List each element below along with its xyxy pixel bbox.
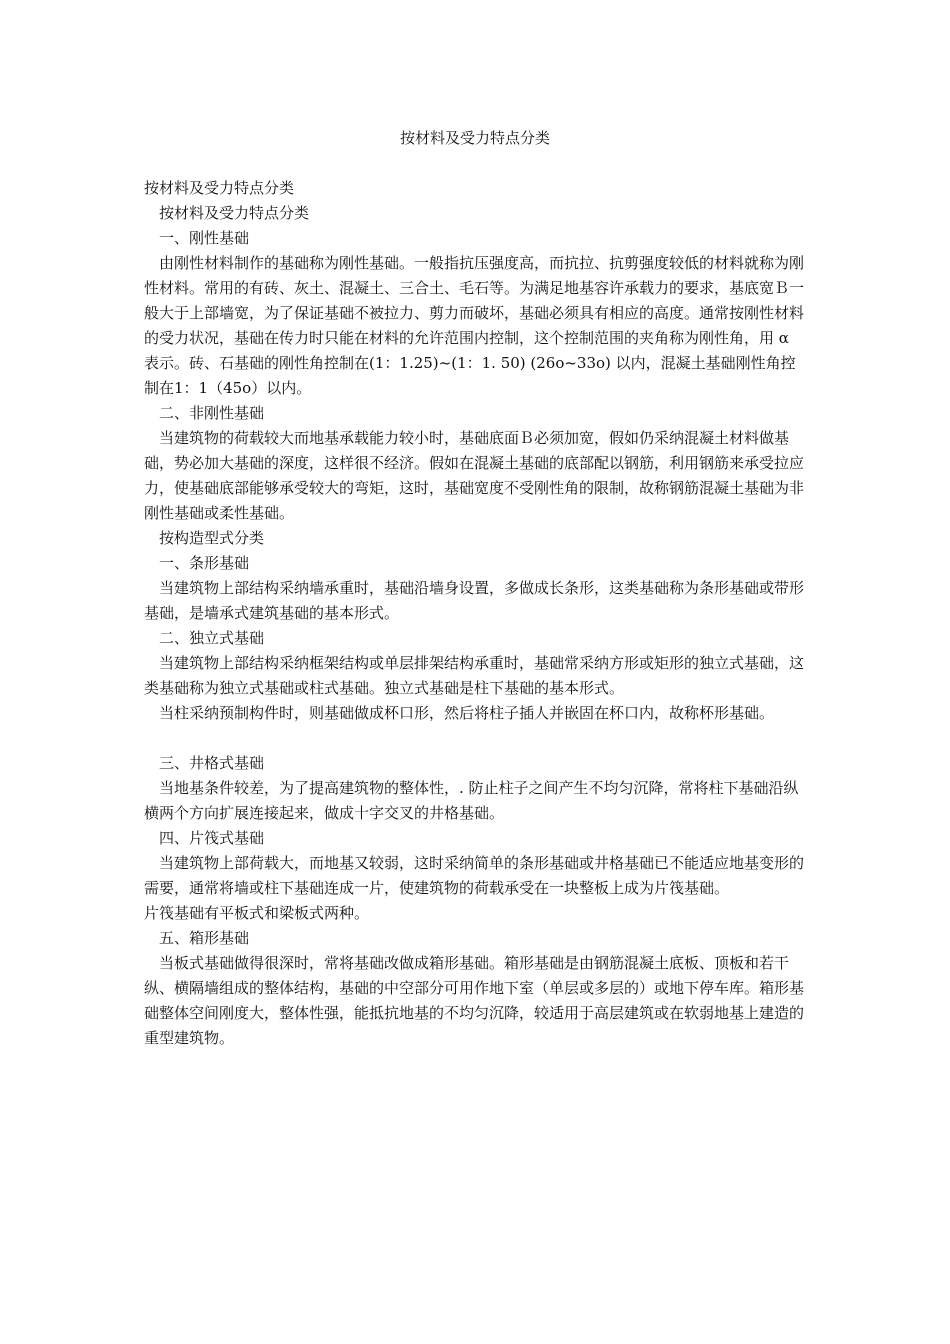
page-title: 按材料及受力特点分类 [399, 129, 550, 147]
section-title-box: 五、箱形基础 [159, 929, 250, 947]
paragraph-raft-1: 当建筑物上部荷载大，而地基又较弱，这时采纳简单的条形基础或井格基础已不能适应地基变形的需要，通常将墙或柱下基础连成一片，使建筑物的荷载承受在一块整板上成为片筏基础。 [144, 854, 805, 897]
heading-sub: 按材料及受力特点分类 [159, 204, 310, 222]
section-title-nonrigid: 二、非刚性基础 [159, 404, 265, 422]
paragraph-strip: 当建筑物上部结构采纳墙承重时，基础沿墙身设置，多做成长条形，这类基础称为条形基础或带形基础，是墙承式建筑基础的基本形式。 [144, 579, 805, 622]
section-title-raft: 四、片筏式基础 [159, 829, 265, 847]
section-title-independent: 二、独立式基础 [159, 629, 265, 647]
heading-structure: 按构造型式分类 [159, 529, 265, 547]
heading-main: 按材料及受力特点分类 [144, 179, 295, 197]
section-title-grid: 三、井格式基础 [159, 754, 265, 772]
paragraph-raft-2: 片筏基础有平板式和梁板式两种。 [144, 904, 370, 922]
paragraph-box: 当板式基础做得很深时，常将基础改做成箱形基础。箱形基础是由钢筋混凝土底板、顶板和若干纵、横隔墙组成的整体结构，基础的中空部分可用作地下室（单层或多层的）或地下停车库。箱形基础整体空间刚度大，整体性强，能抵抗地基的不均匀沉降，较适用于高层建筑或在软弱地基上建造的重型建筑物。 [144, 954, 805, 1047]
blank-line [144, 726, 806, 751]
section-title-rigid: 一、刚性基础 [159, 229, 250, 247]
paragraph-rigid: 由刚性材料制作的基础称为刚性基础。一般指抗压强度高，而抗拉、抗剪强度较低的材料就称为刚性材料。常用的有砖、灰土、混凝土、三合土、毛石等。为满足地基容许承载力的要求，基底宽Ｂ一般大于上部墙宽，为了保证基础不被拉力、剪力而破坏，基础必须具有相应的高度。通常按刚性材料的受力状况，基础在传力时只能在材料的允许范围内控制，这个控制范围的夹角称为刚性角，用 α 表示。砖、石基础的刚性角控制在(1：1.25)~(1：1. 50) (26o~33o) 以内，混凝土基础刚性角控制在1：1（45o）以内。 [144, 254, 805, 397]
document-body [144, 176, 806, 1051]
paragraph-nonrigid: 当建筑物的荷载较大而地基承载能力较小时，基础底面Ｂ必须加宽，假如仍采纳混凝土材料做基础，势必加大基础的深度，这样很不经济。假如在混凝土基础的底部配以钢筋，利用钢筋来承受拉应力，使基础底部能够承受较大的弯矩，这时，基础宽度不受刚性角的限制，故称钢筋混凝土基础为非刚性基础或柔性基础。 [144, 429, 805, 522]
paragraph-independent-1: 当建筑物上部结构采纳框架结构或单层排架结构承重时，基础常采纳方形或矩形的独立式基础，这类基础称为独立式基础或柱式基础。独立式基础是柱下基础的基本形式。 [144, 654, 805, 697]
paragraph-independent-2: 当柱采纳预制构件时，则基础做成杯口形，然后将柱子插人并嵌固在杯口内，故称杯形基础。 [159, 704, 775, 722]
section-title-strip: 一、条形基础 [159, 554, 250, 572]
paragraph-grid: 当地基条件较差，为了提高建筑物的整体性，. 防止柱子之间产生不均匀沉降，常将柱下基础沿纵横两个方向扩展连接起来，做成十字交叉的井格基础。 [144, 779, 799, 822]
